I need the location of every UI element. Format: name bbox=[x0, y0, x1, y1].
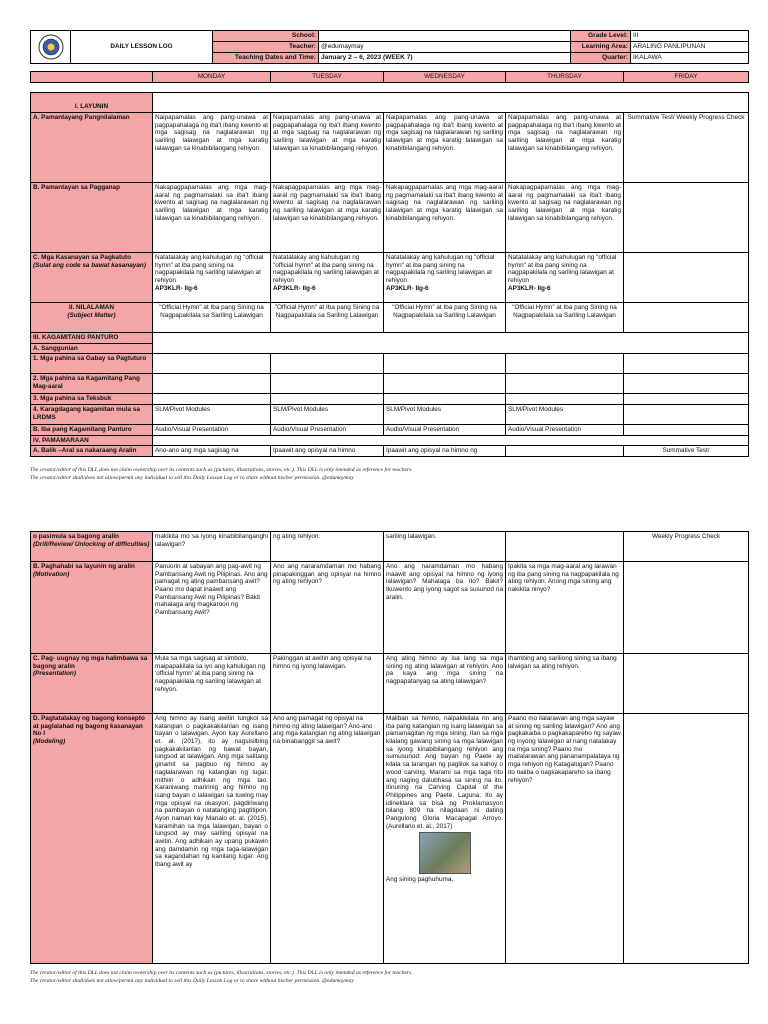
disclaimer-line1: The creator/editor of this DLL does not claim ownership over its contents such as (pictures, illustrations, stories, etc.). This DLL is only intended as reference for teachers. bbox=[30, 467, 413, 473]
disclaimer-line1: The creator/editor of this DLL does not claim ownership over its contents such as (pictures, illustrations, stories, etc.). This DLL is only intended as reference for teachers. bbox=[30, 970, 413, 976]
days-corner bbox=[31, 72, 153, 83]
kasanayan-title: C. Mga Kasanayan sa Pagkatuto bbox=[33, 254, 132, 261]
grade-label: Grade Level: bbox=[571, 31, 631, 42]
pag-uugnay-monday: Mula sa mga sagisag at simbolo, maipapakilala sa iyo ang kahulugan ng 'official hymn' at iba pang sining na nagpapakilala ng sariling lalawigan at rehiyon. bbox=[153, 654, 271, 714]
days-header bbox=[30, 71, 749, 83]
kagamitan-blank bbox=[153, 333, 749, 354]
paghahabi-label bbox=[31, 562, 153, 654]
wood-carving-photo bbox=[419, 832, 471, 874]
pagganap-friday bbox=[624, 183, 749, 253]
nilalaman-title: II. NILALAMAN bbox=[68, 304, 115, 311]
pag-uugnay-tuesday: Pakinggan at awitin ang opisyal na himno ng iyong lalawigan. bbox=[271, 654, 384, 714]
karagdagang-wednesday: SLM/Pivot Modules bbox=[384, 405, 506, 425]
pangnilalaman-thursday: Naipapamalas ang pang-unawa at pagpapahalaga ng iba't ibang kwento at mga sagisag na naglalarawan ng sariling lalawigan at mga karatig lalawigan sa kinabibilangang rehiyon. bbox=[506, 113, 624, 183]
pag-uugnay-thursday: Ihambing ang sariliong sining sa ibang lalwigan sa ating rehiyon. bbox=[506, 654, 624, 714]
disclaimer-line2: The creator/editor shall/does not allow/permit any individual to sell this Daily Lesson Log or to share without his/her permission. @edumaymay bbox=[30, 978, 354, 985]
gabay-friday bbox=[624, 354, 749, 374]
dates-value: January 2 – 6, 2023 (WEEK 7) bbox=[319, 53, 571, 64]
pagganap-tuesday: Nakapagpapamalas ang mga mag-aaral ng pagmamalaki sa iba't ibang kwento at sagisag na naglalarawan ng sariling lalawigan at mga karatig lalawigan sa kinabibilangang rehiyon. bbox=[271, 183, 384, 253]
day-monday: MONDAY bbox=[153, 72, 271, 83]
teacher-value: @edumaymay bbox=[319, 42, 571, 53]
iba-pang-tuesday: Audio/Visual Presentation bbox=[271, 425, 384, 436]
paghahabi-thursday: Ipakita sa mga mag-aaral ang larawan ng iba pang sining na nagpapakilala ng ating rehiyon. Anong mga sining ang nakikita ninyo? bbox=[506, 562, 624, 654]
iba-pang-monday: Audio/Visual Presentation bbox=[153, 425, 271, 436]
karagdagang-thursday: SLM/Pivot Modules bbox=[506, 405, 624, 425]
nilalaman-note: (Subject Matter) bbox=[67, 311, 116, 319]
pag-uugnay-note: (Presentation) bbox=[33, 670, 76, 678]
pangnilalaman-monday: Naipapamalas ang pang-unawa at pagpapahalaga ng iba't ibang kwento at mga sagisag na naglalarawan ng sariling lalawigan at mga karatig lalawigan sa kinabibilangang rehiyon. bbox=[153, 113, 271, 183]
gabay-wednesday bbox=[384, 354, 506, 374]
lesson-table-page1 bbox=[30, 92, 749, 457]
pagtatalakay-label bbox=[31, 714, 153, 964]
teksbuk-friday bbox=[624, 394, 749, 405]
day-tuesday: TUESDAY bbox=[271, 72, 384, 83]
kagamitang-pang-monday bbox=[153, 374, 271, 394]
area-label: Learning Area: bbox=[571, 42, 631, 53]
kasanayan-monday bbox=[153, 253, 271, 303]
pag-uugnay-wednesday: Ang ating himno ay isa lang sa mga sining ng ating lalawigan at rehiyon. Ano pa kaya ang mga sining na nagpapatanyag sa ating lalawigan? bbox=[384, 654, 506, 714]
nilalaman-wednesday: "Official Hymn" at Iba pang Sining na Nagpapakilala sa Sariling Lalawigan bbox=[384, 303, 506, 333]
quarter-value: IKALAWA bbox=[631, 53, 749, 64]
paghahabi-wednesday: Ano ang naramdaman mo habang inaawit ang opisyal na himno ng iyong lalawigan? Mahalaga ba ito? Bakit? Ikuwento ang iyong sagot sa susunod na aralin. bbox=[384, 562, 506, 654]
school-label: School: bbox=[213, 31, 319, 42]
iba-pang-thursday: Audio/Visual Presentation bbox=[506, 425, 624, 436]
balik-aral-label: A. Balik –Aral sa nakaraang Aralin bbox=[31, 446, 153, 457]
gabay-tuesday bbox=[271, 354, 384, 374]
balik-aral-cont-monday: makikita mo sa iyong kinabibilanganghi lalawigan? bbox=[153, 532, 271, 562]
gabay-thursday bbox=[506, 354, 624, 374]
kagamitang-pang-thursday bbox=[506, 374, 624, 394]
nilalaman-thursday: "Official Hymn" at Iba pang Sining na Nagpapakilala sa Sariling Lalawigan bbox=[506, 303, 624, 333]
pagtatalakay-title: D. Pagtatalakay ng bagong konsepto at paglalahad ng bagong kasanayan No I bbox=[33, 715, 145, 738]
kasanayan-text: Natatalakay ang kahulugan ng "official hymn" at iba pang sining na nagpapakilala ng sariling lalawigan at rehiyon bbox=[508, 254, 617, 285]
gabay-label: 1. Mga pahina sa Gabay sa Pagtuturo bbox=[31, 354, 153, 374]
nilalaman-label bbox=[31, 303, 153, 333]
pag-uugnay-title: C. Pag- uugnay ng mga halimbawa sa bagong aralin bbox=[33, 655, 148, 670]
iba-pang-wednesday: Audio/Visual Presentation bbox=[384, 425, 506, 436]
pamantayan-pagganap-label: B. Pamantayan sa Pagganap bbox=[31, 183, 153, 253]
karagdagang-friday bbox=[624, 405, 749, 425]
paghahabi-note: (Motivation) bbox=[33, 570, 70, 578]
pagtatalakay-monday: Ang himno ay isang awitin tungkol sa katangian o pagkakakilanlan ng isang bayan o lalawigan. Ayon kay Aurellano et. al. (2017), ito ay nagsisilbing pagkakakilanlan ng bawat bayan, lungsod at lalawigan. Ang mga salitang ginamit sa pagbuo ng himno ay naglalarawan ng katangian ng lugar, mithiin o adhikain ng mga tao. Karaniwang maririnig ang himno ng isang bayan o lalawigan sa tuwing may mga opisyal na okasyon, pagdiriwang na pambayan o natatanging pagtitipon. Ayon naman kay Manalo et. al. (2015), karamihan sa mga lalawigan, bayan o lungsod ay may sariling opisyal na awitin. Ang adhikain ay upang pukawin ang damdamin ng mga taga-lalawigan sa kagandahan ng kanilang lugar. Ang ibang awit ay bbox=[153, 714, 271, 964]
pagtatalakay-tuesday: Ano ang pamagat ng opisyal na himno ng ating lalawigan? Ano-ano ang mga katangian ng ating lalawigan na binabanggit sa awit? bbox=[271, 714, 384, 964]
kagamitan-heading: III. KAGAMITANG PANTURO bbox=[31, 333, 153, 344]
pagganap-wednesday: Nakapagpapamalas ang mga mag-aaral ng pagmamalaki sa iba't ibang kwento at sagisag na naglalarawan ng sariling lalawigan at mga karatig lalawigan sa kinabibilangang rehiyon. bbox=[384, 183, 506, 253]
kasanayan-thursday bbox=[506, 253, 624, 303]
balik-aral-thursday bbox=[506, 446, 624, 457]
pangnilalaman-friday: Summative Test/ Weekly Progress Check bbox=[624, 113, 749, 183]
kasanayan-text: Natatalakay ang kahulugan ng "official hymn" at iba pang sining na nagpapakilala ng sariling lalawigan at rehiyon bbox=[386, 254, 495, 285]
quarter-label: Quarter: bbox=[571, 53, 631, 64]
pagtatalakay-wednesday bbox=[384, 714, 506, 964]
teksbuk-tuesday bbox=[271, 394, 384, 405]
kasanayan-code: AP3KLR- IIg-6 bbox=[386, 284, 429, 292]
balik-aral-friday: Summative Test/ bbox=[624, 446, 749, 457]
balik-aral-cont-title: o pasimula sa bagong aralin bbox=[33, 533, 119, 540]
form-title: DAILY LESSON LOG bbox=[71, 31, 213, 64]
paghahabi-friday bbox=[624, 562, 749, 654]
kasanayan-tuesday bbox=[271, 253, 384, 303]
gabay-monday bbox=[153, 354, 271, 374]
balik-aral-wednesday: Ipaawit ang opisyal na himno ng bbox=[384, 446, 506, 457]
sanggunian-label: A. Sanggunian bbox=[31, 343, 153, 354]
karagdagang-tuesday: SLM/Pivot Modules bbox=[271, 405, 384, 425]
kasanayan-code: AP3KLR- IIg-6 bbox=[508, 284, 551, 292]
layunin-heading: I. LAYUNIN bbox=[31, 93, 153, 113]
day-friday: FRIDAY bbox=[624, 72, 749, 83]
teksbuk-thursday bbox=[506, 394, 624, 405]
disclaimer-page2 bbox=[30, 969, 750, 985]
iba-pang-label: B. Iba pang Kagamitang Panturo bbox=[31, 425, 153, 436]
pagtatalakay-wednesday-end: Ang sining paghuhuma, bbox=[386, 876, 454, 884]
balik-aral-cont-wednesday: sariling lalawigan. bbox=[384, 532, 506, 562]
balik-aral-cont-note: (Drill/Review/ Unlocking of difficulties) bbox=[33, 540, 150, 548]
pamamaraan-blank bbox=[153, 435, 749, 446]
karagdagang-label: 4. Karagdagang kagamitan mula sa LRDMS bbox=[31, 405, 153, 425]
kasanayan-wednesday bbox=[384, 253, 506, 303]
kagamitang-pang-wednesday bbox=[384, 374, 506, 394]
paghahabi-tuesday: Ano ang nararamdaman mo habang pinapakinggan ang opisyal na himno ng ating rehiyon? bbox=[271, 562, 384, 654]
kagamitang-pang-tuesday bbox=[271, 374, 384, 394]
kasanayan-text: Natatalakay ang kahulugan ng "official hymn" at iba pang sining na nagpapakilala ng sariling lalawigan at rehiyon bbox=[273, 254, 379, 285]
pagganap-thursday: Nakapagpapamalas ang mga mag-aaral ng pagmamalaki sa iba't ibang kwento at sagisag na naglalarawan ng sariling lalawigan at mga karatig lalawigan sa kinabibilangang rehiyon. bbox=[506, 183, 624, 253]
pagtatalakay-wednesday-text: Maliban sa himno, naipakikilala rin ang iba pang katangian ng isang lalawigan sa pamamagitan ng mga sining. Ilan sa mga kilalang gawang sining sa mga lalawigan sa iyong kinabibilangang rehiyon ang sumusunod: Ang bayan ng Paete ay kilala sa larangan ng paglilok sa kahoy o wood carving. Marami sa mga taga rito ang naging dalubhasa sa sining na ito. Itinuring na Carving Capital of the Philippines ang Paete, Laguna. Ito ay idineklara sa bisà ng Proklamasyon bilang 809 na nilagdaan ni dating Pangulong Gloria Macapagal Arroyo. (Aurellano et. al., 2017) bbox=[386, 715, 503, 830]
pamantayang-pangnilalaman-label: A. Pamantayang Pangnilalaman bbox=[31, 113, 153, 183]
balik-aral-cont-friday: Weekly Progress Check bbox=[624, 532, 749, 562]
balik-aral-cont-tuesday: ng ating rehiyon. bbox=[271, 532, 384, 562]
day-wednesday: WEDNESDAY bbox=[384, 72, 506, 83]
balik-aral-cont-label bbox=[31, 532, 153, 562]
balik-aral-cont-thursday bbox=[506, 532, 624, 562]
lesson-table-page2 bbox=[30, 531, 749, 964]
layunin-blank bbox=[153, 93, 749, 113]
nilalaman-monday: "Official Hymn" at Iba pang Sining na Nagpapakilala sa Sariling Lalawigan bbox=[153, 303, 271, 333]
disclaimer-line2: The creator/editor shall/does not allow/permit any individual to sell this Daily Lesson Log or to share without his/her permission. @edumaymay bbox=[30, 475, 354, 482]
pagtatalakay-friday bbox=[624, 714, 749, 964]
grade-value: III bbox=[631, 31, 749, 42]
kasanayan-code: AP3KLR- IIg-6 bbox=[155, 284, 198, 292]
area-value: ARALING PANLIPUNAN bbox=[631, 42, 749, 53]
pagganap-monday: Nakapagpapamalas ang mga mag-aaral ng pagmamalaki sa iba't ibang kwento at sagisag na naglalarawan ng sariling lalawigan at mga karatig lalawigan sa kinabibilangang rehiyon. bbox=[153, 183, 271, 253]
iba-pang-friday bbox=[624, 425, 749, 436]
pangnilalaman-tuesday: Naipapamalas ang pang-unawa at pagpapahalaga ng iba't ibang kwento at mga sagisag na naglalarawan ng sariling lalawigan at mga karatig lalawigan sa kinabibilangang rehiyon. bbox=[271, 113, 384, 183]
pagtatalakay-note: (Modeling) bbox=[33, 738, 66, 746]
balik-aral-tuesday: Ipaawit ang opisyal na himno bbox=[271, 446, 384, 457]
teksbuk-label: 3. Mga pahina sa Teksbuk bbox=[31, 394, 153, 405]
seal-icon bbox=[31, 31, 71, 63]
kagamitang-pang-friday bbox=[624, 374, 749, 394]
kasanayan-note: (Sulat ang code sa bawat kasanayan) bbox=[33, 261, 146, 269]
kasanayan-text: Natatalakay ang kahulugan ng "official hymn" at iba pang sining na nagpapakilala ng sariling lalawigan at rehiyon bbox=[155, 254, 264, 285]
school-value bbox=[319, 31, 571, 42]
day-thursday: THURSDAY bbox=[506, 72, 624, 83]
teksbuk-wednesday bbox=[384, 394, 506, 405]
pamamaraan-heading: IV. PAMAMARAAN bbox=[31, 435, 153, 446]
kasanayan-code: AP3KLR- IIg-6 bbox=[273, 284, 316, 292]
balik-aral-monday: Ano-ano ang mga sagisag na bbox=[153, 446, 271, 457]
pag-uugnay-label bbox=[31, 654, 153, 714]
nilalaman-tuesday: "Official Hymn" at Iba pang Sining na Nagpapakilala sa Sariling Lalawigan bbox=[271, 303, 384, 333]
kagamitang-pang-label: 2. Mga pahina sa Kagamitang Pang Mag-aaral bbox=[31, 374, 153, 394]
header-table bbox=[30, 30, 749, 64]
kasanayan-friday bbox=[624, 253, 749, 303]
disclaimer-page1 bbox=[30, 466, 750, 482]
kasanayan-label bbox=[31, 253, 153, 303]
teksbuk-monday bbox=[153, 394, 271, 405]
nilalaman-friday bbox=[624, 303, 749, 333]
pagtatalakay-thursday: Paano mo ilalarawan ang mga sayaw at sining ng sariling lalawigan? Ano ang pagkakaiba o pagkakapareho ng sayaw ng inyong lalawigan at nang natalakay na mga sining? Paano mo mailalarawan ang pananampalataya ng mga rehiyon ng Katagalugan? Paano ito naiiba o nagkakapareho sa ibang rehiyon? bbox=[506, 714, 624, 964]
deped-seal bbox=[31, 31, 71, 64]
teacher-label: Teacher: bbox=[213, 42, 319, 53]
karagdagang-monday: SLM/Pivot Modules bbox=[153, 405, 271, 425]
paghahabi-title: B. Paghahabi sa layunin ng aralin bbox=[33, 563, 135, 570]
paghahabi-monday: Panuorin at sabayan ang pag-awit ng Pambansang Awit ng Pilipinas. Ano ang pamagat ng ating pambansang awit? Paano mo dapat inaawit ang Pambansang Awit ng Pilipinas? Bakit mahalaga ang magkaroon ng Pambansang Awit? bbox=[153, 562, 271, 654]
pangnilalaman-wednesday: Naipapamalas ang pang-unawa at pagpapahalaga ng iba't ibang kwento at mga sagisag na naglalarawan ng sariling lalawigan at mga karatig lalawigan sa kinabibilangang rehiyon. bbox=[384, 113, 506, 183]
pag-uugnay-friday bbox=[624, 654, 749, 714]
dates-label: Teaching Dates and Time: bbox=[213, 53, 319, 64]
